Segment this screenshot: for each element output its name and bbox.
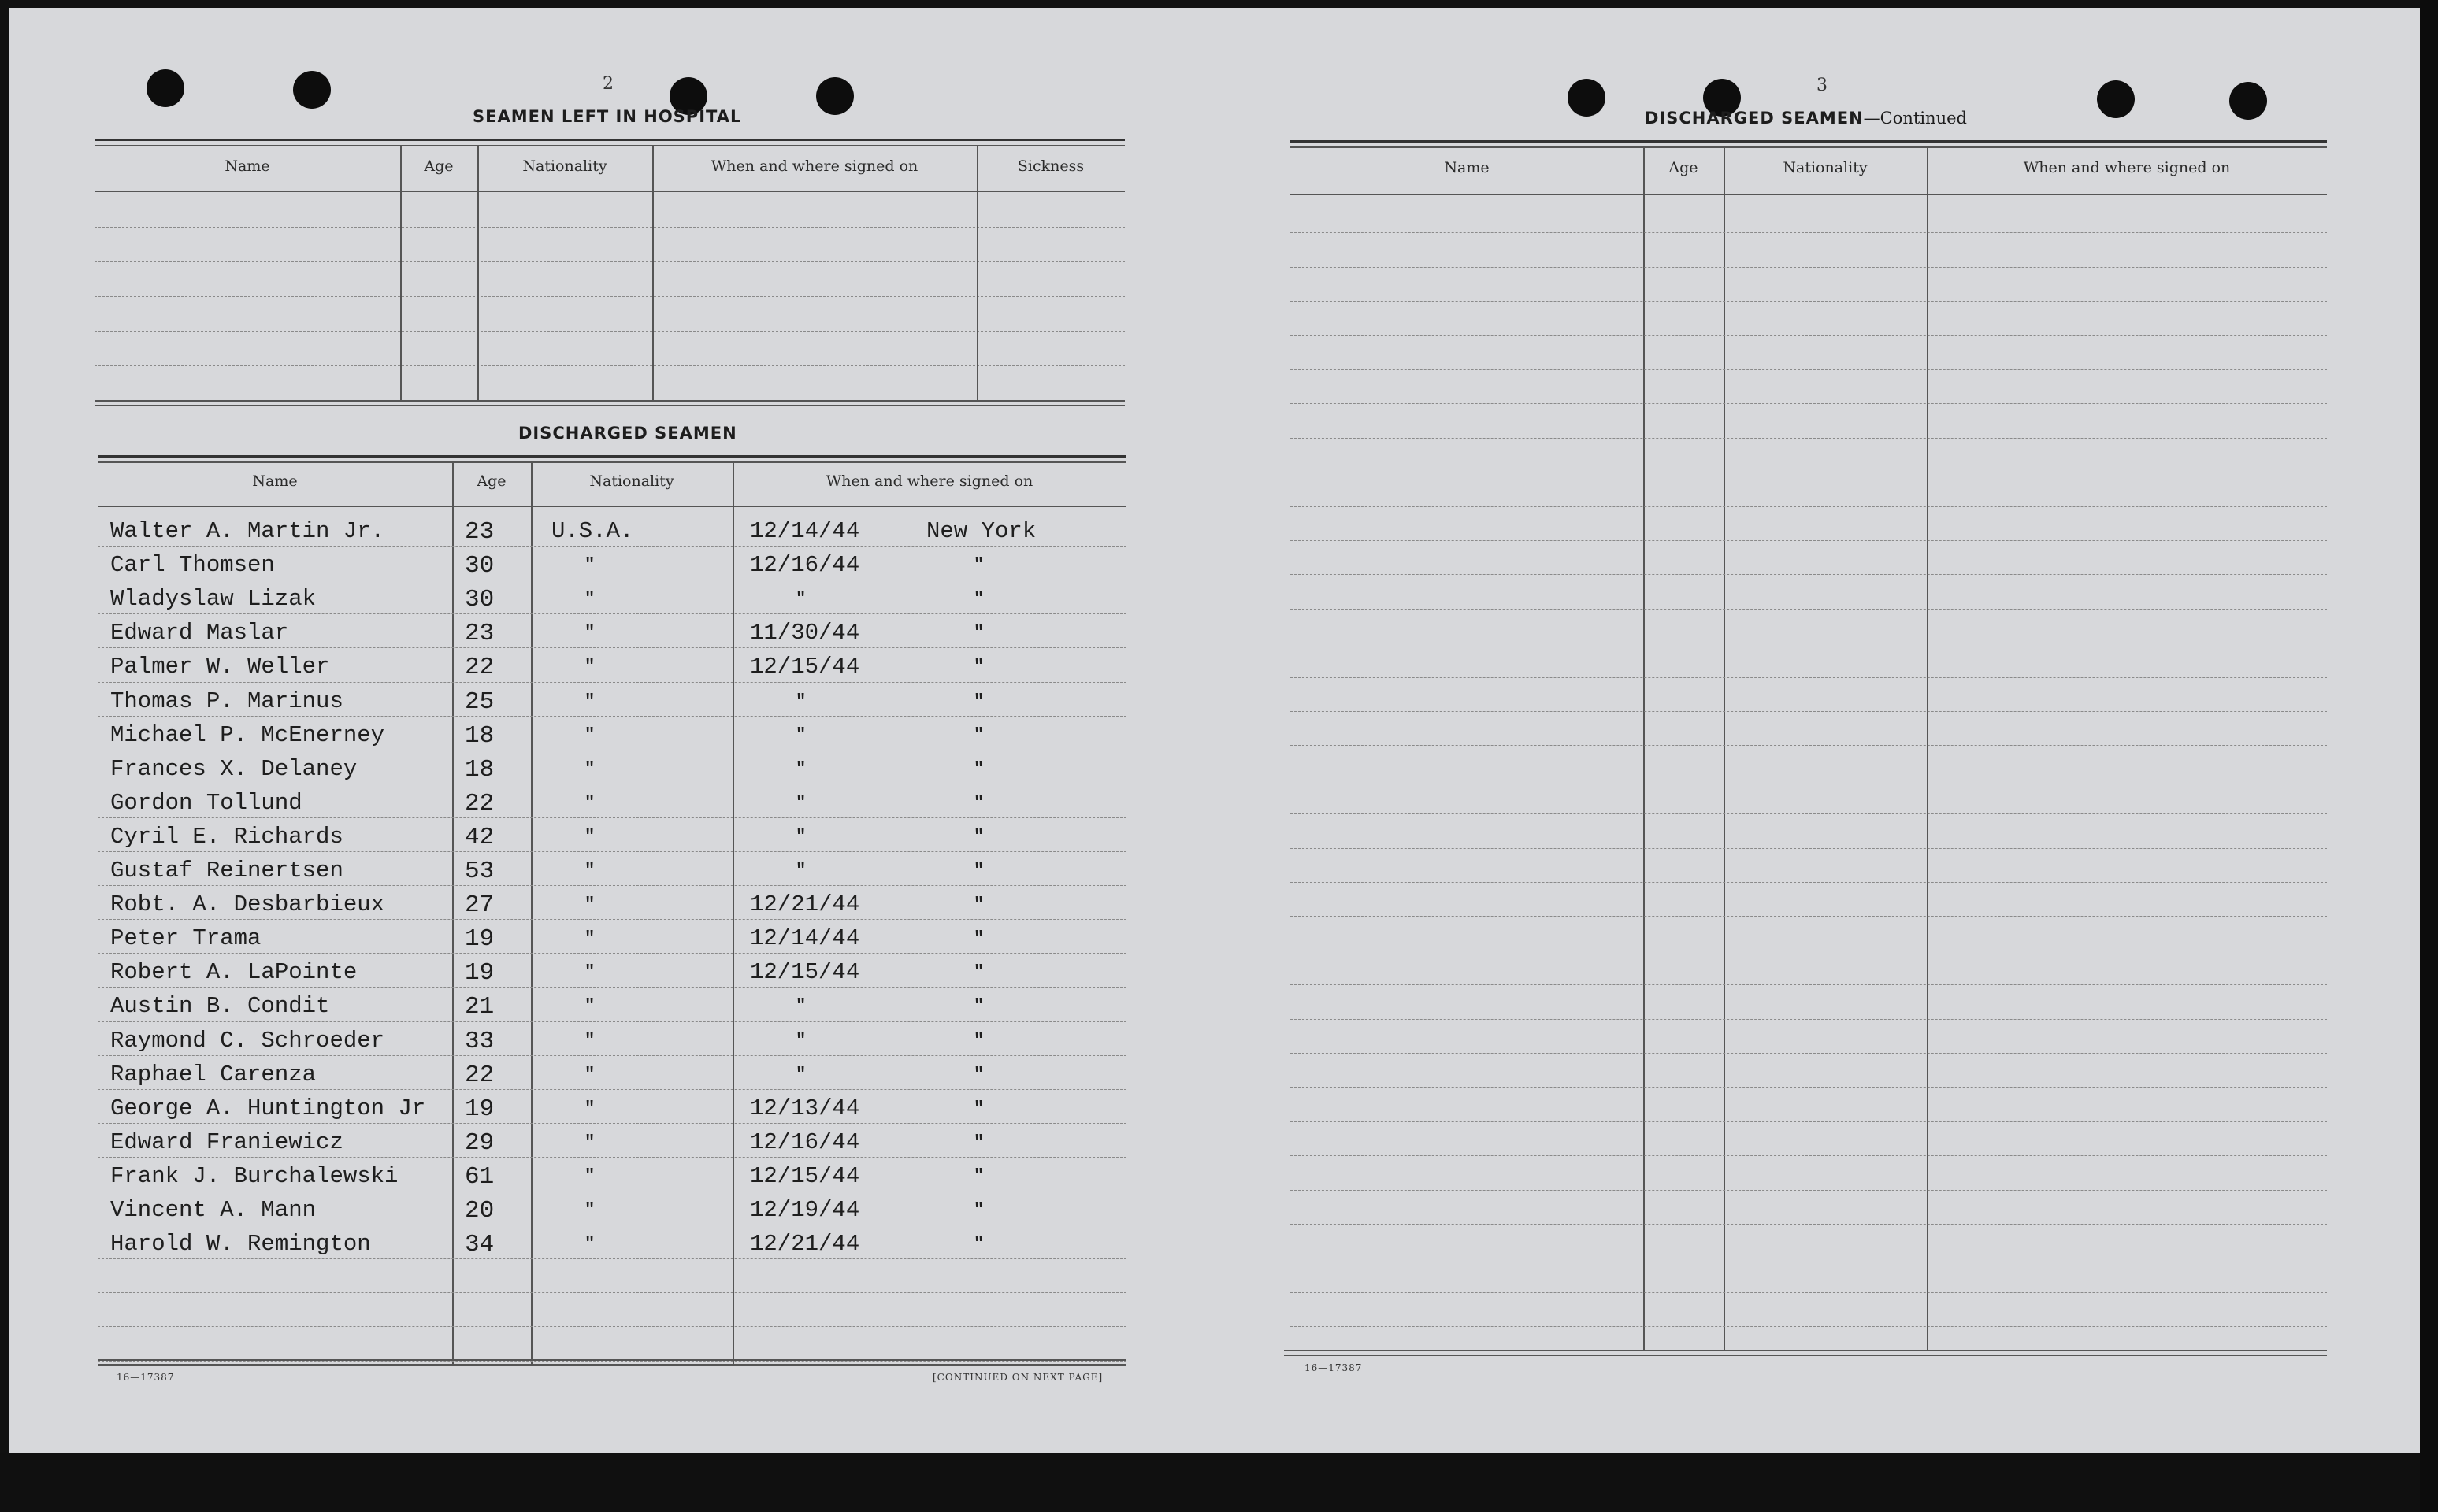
row-rule bbox=[1290, 369, 2327, 370]
table-rule bbox=[1284, 1354, 2327, 1356]
table-rule bbox=[98, 455, 1126, 458]
column-header-nationality: Nationality bbox=[589, 472, 674, 490]
seaman-name: Vincent A. Mann bbox=[110, 1197, 317, 1223]
signed-on-date: 12/15/44 bbox=[750, 654, 860, 680]
row-rule bbox=[98, 682, 1126, 683]
row-rule bbox=[98, 1021, 1126, 1022]
continued-note: [CONTINUED ON NEXT PAGE] bbox=[933, 1372, 1104, 1383]
signed-on-place: " bbox=[974, 895, 985, 914]
column-header-name: Name bbox=[225, 158, 270, 175]
signed-on-place: " bbox=[974, 827, 985, 847]
page-number: 3 bbox=[1816, 76, 1828, 95]
row-rule bbox=[1290, 677, 2327, 678]
seaman-name: Edward Maslar bbox=[110, 620, 289, 646]
table-rule bbox=[95, 191, 1125, 192]
row-rule bbox=[98, 647, 1126, 648]
seaman-nationality: " bbox=[584, 996, 596, 1016]
seaman-age: 22 bbox=[465, 654, 495, 681]
signed-on-date: 12/14/44 bbox=[750, 518, 860, 544]
signed-on-date: " bbox=[796, 759, 807, 779]
signed-on-date: 11/30/44 bbox=[750, 620, 860, 646]
seaman-nationality: " bbox=[584, 827, 596, 847]
column-header-signed-on: When and where signed on bbox=[826, 472, 1033, 490]
column-header-nationality: Nationality bbox=[1783, 159, 1868, 176]
seaman-name: Raymond C. Schroeder bbox=[110, 1028, 385, 1054]
column-rule bbox=[400, 145, 402, 402]
signed-on-place: " bbox=[974, 691, 985, 711]
row-rule bbox=[1290, 745, 2327, 746]
row-rule bbox=[98, 1326, 1126, 1327]
seaman-name: Edward Franiewicz bbox=[110, 1129, 343, 1155]
signed-on-date: 12/14/44 bbox=[750, 925, 860, 951]
title-suffix: —Continued bbox=[1863, 109, 1967, 128]
row-rule bbox=[98, 953, 1126, 954]
seaman-name: Robt. A. Desbarbieux bbox=[110, 891, 385, 917]
seaman-nationality: " bbox=[584, 962, 596, 982]
hospital-section-title: SEAMEN LEFT IN HOSPITAL bbox=[473, 107, 742, 126]
seaman-name: Gordon Tollund bbox=[110, 790, 302, 816]
column-header-name: Name bbox=[252, 472, 298, 490]
row-rule bbox=[1290, 506, 2327, 507]
seaman-nationality: " bbox=[584, 1065, 596, 1084]
signed-on-place: " bbox=[974, 555, 985, 575]
seaman-age: 18 bbox=[465, 756, 495, 784]
column-header-age: Age bbox=[1668, 159, 1698, 176]
seaman-age: 29 bbox=[465, 1129, 495, 1157]
row-rule bbox=[1290, 1224, 2327, 1225]
signed-on-date: " bbox=[796, 691, 807, 711]
table-rule bbox=[1290, 140, 2327, 143]
seaman-nationality: " bbox=[584, 623, 596, 643]
seaman-nationality: " bbox=[584, 759, 596, 779]
signed-on-place: " bbox=[974, 861, 985, 880]
column-header-name: Name bbox=[1444, 159, 1490, 176]
form-number: 16—17387 bbox=[1304, 1362, 1363, 1373]
table-rule bbox=[98, 461, 1126, 463]
seaman-name: Raphael Carenza bbox=[110, 1062, 317, 1088]
row-rule bbox=[1290, 301, 2327, 302]
discharged-section-title: DISCHARGED SEAMEN bbox=[518, 424, 737, 443]
signed-on-place: " bbox=[974, 962, 985, 982]
signed-on-date: 12/19/44 bbox=[750, 1197, 860, 1223]
row-rule bbox=[1290, 267, 2327, 268]
signed-on-place: " bbox=[974, 1200, 985, 1220]
column-rule bbox=[1927, 146, 1928, 1350]
page-number: 2 bbox=[603, 74, 614, 94]
row-rule bbox=[98, 1123, 1126, 1124]
signed-on-date: 12/21/44 bbox=[750, 1231, 860, 1257]
seaman-name: Frances X. Delaney bbox=[110, 756, 358, 782]
signed-on-place: New York bbox=[926, 518, 1037, 544]
title-main: DISCHARGED SEAMEN bbox=[1645, 109, 1864, 128]
row-rule bbox=[1290, 984, 2327, 985]
seaman-nationality: " bbox=[584, 725, 596, 745]
signed-on-place: " bbox=[974, 1166, 985, 1186]
signed-on-place: " bbox=[974, 1099, 985, 1118]
row-rule bbox=[1290, 540, 2327, 541]
row-rule bbox=[98, 851, 1126, 852]
signed-on-date: " bbox=[796, 725, 807, 745]
seaman-nationality: " bbox=[584, 793, 596, 813]
row-rule bbox=[98, 817, 1126, 818]
seaman-nationality: " bbox=[584, 1200, 596, 1220]
signed-on-date: 12/16/44 bbox=[750, 1129, 860, 1155]
table-rule bbox=[95, 227, 1125, 228]
signed-on-place: " bbox=[974, 623, 985, 643]
seaman-name: Frank J. Burchalewski bbox=[110, 1163, 399, 1189]
seaman-name: Gustaf Reinertsen bbox=[110, 858, 343, 884]
seaman-age: 20 bbox=[465, 1197, 495, 1225]
form-number: 16—17387 bbox=[117, 1372, 175, 1383]
seaman-nationality: " bbox=[584, 555, 596, 575]
row-rule bbox=[98, 1089, 1126, 1090]
column-header-nationality: Nationality bbox=[522, 158, 607, 175]
row-rule bbox=[1290, 1121, 2327, 1122]
seaman-nationality: " bbox=[584, 1099, 596, 1118]
row-rule bbox=[1290, 609, 2327, 610]
table-rule bbox=[95, 365, 1125, 366]
column-rule bbox=[977, 145, 978, 402]
signed-on-place: " bbox=[974, 996, 985, 1016]
seaman-nationality: " bbox=[584, 1166, 596, 1186]
signed-on-place: " bbox=[974, 1031, 985, 1051]
row-rule bbox=[1290, 1087, 2327, 1088]
punch-hole bbox=[293, 71, 331, 109]
seaman-name: Peter Trama bbox=[110, 925, 262, 951]
seaman-name: Cyril E. Richards bbox=[110, 824, 343, 850]
column-rule bbox=[452, 461, 454, 1364]
signed-on-date: " bbox=[796, 827, 807, 847]
punch-hole bbox=[147, 69, 184, 107]
seaman-age: 18 bbox=[465, 722, 495, 750]
seaman-nationality: " bbox=[584, 1031, 596, 1051]
discharged-continued-title bbox=[1645, 109, 1967, 128]
table-rule bbox=[95, 145, 1125, 146]
seaman-name: Palmer W. Weller bbox=[110, 654, 330, 680]
seaman-nationality: " bbox=[584, 657, 596, 676]
seaman-nationality: " bbox=[584, 1234, 596, 1254]
seaman-age: 22 bbox=[465, 790, 495, 817]
seaman-name: Wladyslaw Lizak bbox=[110, 586, 317, 612]
seaman-age: 53 bbox=[465, 858, 495, 885]
seaman-age: 30 bbox=[465, 552, 495, 580]
row-rule bbox=[98, 987, 1126, 988]
column-rule bbox=[531, 461, 533, 1364]
signed-on-date: 12/21/44 bbox=[750, 891, 860, 917]
seaman-age: 19 bbox=[465, 1095, 495, 1123]
seaman-name: Robert A. LaPointe bbox=[110, 959, 358, 985]
seaman-age: 33 bbox=[465, 1028, 495, 1055]
scan-border-right bbox=[2420, 0, 2438, 1512]
signed-on-place: " bbox=[974, 1065, 985, 1084]
seaman-nationality: " bbox=[584, 861, 596, 880]
seaman-age: 22 bbox=[465, 1062, 495, 1089]
table-rule bbox=[95, 261, 1125, 262]
column-header-signed-on: When and where signed on bbox=[711, 158, 918, 175]
column-rule bbox=[733, 461, 734, 1364]
column-rule bbox=[1724, 146, 1725, 1350]
table-rule bbox=[1284, 1350, 2327, 1351]
seaman-age: 61 bbox=[465, 1163, 495, 1191]
seaman-age: 21 bbox=[465, 993, 495, 1021]
table-rule bbox=[95, 296, 1125, 297]
seaman-age: 23 bbox=[465, 518, 495, 546]
table-rule bbox=[98, 1364, 1126, 1366]
signed-on-date: " bbox=[796, 793, 807, 813]
punch-hole bbox=[2229, 82, 2267, 120]
signed-on-place: " bbox=[974, 1234, 985, 1254]
seaman-nationality: " bbox=[584, 895, 596, 914]
signed-on-place: " bbox=[974, 928, 985, 948]
signed-on-place: " bbox=[974, 759, 985, 779]
row-rule bbox=[1290, 1053, 2327, 1054]
column-header-signed-on: When and where signed on bbox=[2023, 159, 2231, 176]
row-rule bbox=[98, 919, 1126, 920]
seaman-nationality: U.S.A. bbox=[551, 518, 634, 544]
signed-on-place: " bbox=[974, 657, 985, 676]
seaman-age: 25 bbox=[465, 688, 495, 716]
row-rule bbox=[98, 1258, 1126, 1259]
row-rule bbox=[98, 613, 1126, 614]
seaman-nationality: " bbox=[584, 589, 596, 609]
signed-on-date: 12/13/44 bbox=[750, 1095, 860, 1121]
signed-on-date: 12/16/44 bbox=[750, 552, 860, 578]
row-rule bbox=[1290, 848, 2327, 849]
seaman-name: Michael P. McEnerney bbox=[110, 722, 385, 748]
row-rule bbox=[1290, 813, 2327, 814]
row-rule bbox=[98, 1055, 1126, 1056]
row-rule bbox=[1290, 1019, 2327, 1020]
row-rule bbox=[1290, 232, 2327, 233]
punch-hole bbox=[2097, 80, 2135, 118]
signed-on-place: " bbox=[974, 1132, 985, 1152]
table-rule bbox=[1290, 146, 2327, 148]
table-rule bbox=[98, 506, 1126, 507]
seaman-name: Thomas P. Marinus bbox=[110, 688, 343, 714]
row-rule bbox=[1290, 711, 2327, 712]
table-rule bbox=[95, 400, 1125, 402]
signed-on-date: " bbox=[796, 861, 807, 880]
row-rule bbox=[98, 885, 1126, 886]
row-rule bbox=[98, 1292, 1126, 1293]
signed-on-date: " bbox=[796, 1031, 807, 1051]
seaman-name: Walter A. Martin Jr. bbox=[110, 518, 385, 544]
row-rule bbox=[1290, 1155, 2327, 1156]
signed-on-date: " bbox=[796, 996, 807, 1016]
seaman-nationality: " bbox=[584, 1132, 596, 1152]
seaman-age: 42 bbox=[465, 824, 495, 851]
seaman-name: Carl Thomsen bbox=[110, 552, 275, 578]
row-rule bbox=[1290, 403, 2327, 404]
seaman-age: 23 bbox=[465, 620, 495, 647]
table-rule bbox=[95, 405, 1125, 406]
row-rule bbox=[1290, 335, 2327, 336]
signed-on-date: " bbox=[796, 589, 807, 609]
table-rule bbox=[95, 331, 1125, 332]
scan-border-bottom bbox=[0, 1453, 2438, 1512]
column-header-age: Age bbox=[477, 472, 507, 490]
column-header-sickness: Sickness bbox=[1017, 158, 1085, 175]
seaman-age: 34 bbox=[465, 1231, 495, 1258]
signed-on-date: 12/15/44 bbox=[750, 1163, 860, 1189]
seaman-name: Harold W. Remington bbox=[110, 1231, 371, 1257]
signed-on-date: 12/15/44 bbox=[750, 959, 860, 985]
punch-hole bbox=[1568, 79, 1605, 117]
row-rule bbox=[98, 1157, 1126, 1158]
seaman-age: 27 bbox=[465, 891, 495, 919]
seaman-age: 19 bbox=[465, 925, 495, 953]
seaman-nationality: " bbox=[584, 691, 596, 711]
seaman-age: 19 bbox=[465, 959, 495, 987]
signed-on-place: " bbox=[974, 793, 985, 813]
row-rule bbox=[1290, 882, 2327, 883]
row-rule bbox=[1290, 916, 2327, 917]
row-rule bbox=[1290, 438, 2327, 439]
punch-hole bbox=[816, 77, 854, 115]
table-rule bbox=[95, 139, 1125, 141]
signed-on-place: " bbox=[974, 589, 985, 609]
seaman-age: 30 bbox=[465, 586, 495, 613]
row-rule bbox=[1290, 1190, 2327, 1191]
column-rule bbox=[1643, 146, 1645, 1350]
row-rule bbox=[1290, 1292, 2327, 1293]
row-rule bbox=[98, 1361, 1126, 1362]
seaman-name: Austin B. Condit bbox=[110, 993, 330, 1019]
column-rule bbox=[652, 145, 654, 402]
row-rule bbox=[98, 546, 1126, 547]
column-header-age: Age bbox=[424, 158, 454, 175]
seaman-name: George A. Huntington Jr bbox=[110, 1095, 426, 1121]
row-rule bbox=[1290, 574, 2327, 575]
seaman-nationality: " bbox=[584, 928, 596, 948]
signed-on-place: " bbox=[974, 725, 985, 745]
column-rule bbox=[477, 145, 479, 402]
row-rule bbox=[98, 716, 1126, 717]
signed-on-date: " bbox=[796, 1065, 807, 1084]
row-rule bbox=[1290, 1326, 2327, 1327]
table-rule bbox=[1290, 194, 2327, 195]
